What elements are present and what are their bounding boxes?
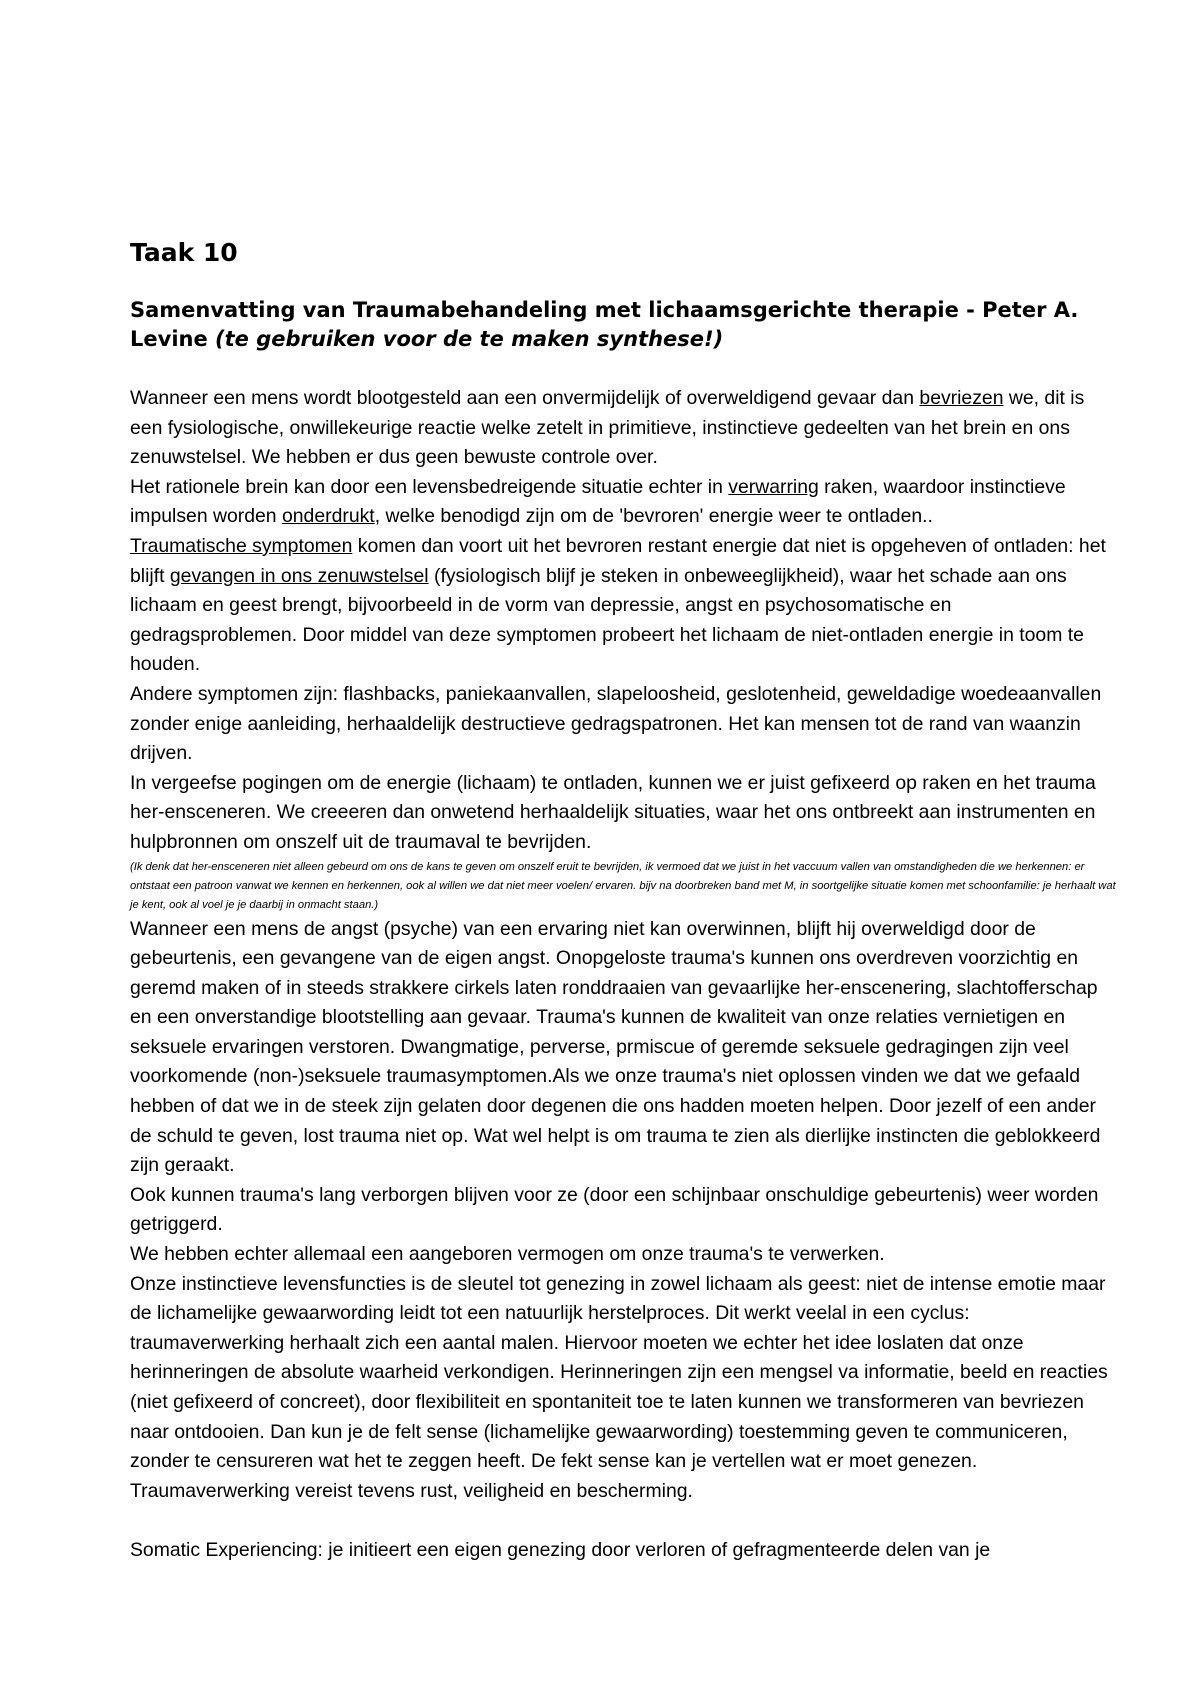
paragraph-2 — [130, 473, 1116, 532]
paragraph-7: Ook kunnen trauma's lang verborgen blijven voor ze (door een schijnbaar onschuldige gebeurtenis) weer worden getriggerd. — [130, 1183, 1099, 1236]
underlined-term: onderdrukt — [281, 505, 375, 528]
text-run: komen dan voort uit het bevroren restant energie dat niet is opgeheven of ontladen: het blijft — [130, 534, 1106, 587]
subtitle-main: Samenvatting van Traumabehandeling met lichaamsgerichte therapie - Peter A. Levine — [130, 298, 1079, 351]
paragraph-6: Wanneer een mens de angst (psyche) van een ervaring niet kan overwinnen, blijft hij overweldigd door de gebeurtenis, een gevangene van de eigen angst. Onopgeloste trauma's kunnen ons overdreven voorzichtig en geremd maken of in steeds strakkere cirkels laten ronddraaien van gevaarlijke her-enscenering, slachtofferschap en een onverstandige blootstelling aan gevaar. Trauma's kunnen de kwaliteit van onze relaties vernietigen en seksuele ervaringen verstoren. Dwangmatige, perverse, prmiscue of geremde seksuele gedragingen zijn veel voorkomende (non-)seksuele traumasymptomen.Als we onze trauma's niet oplossen vinden we dat we gefaald hebben of dat we in de steek zijn gelaten door degenen die ons hadden moeten helpen. Door jezelf of een ander de schuld te geven, lost trauma niet op. Wat wel helpt is om trauma te zien als dierlijke instincten die geblokkeerd zijn geraakt. — [130, 917, 1101, 1177]
paragraph-9: Onze instinctieve levensfuncties is de sleutel tot genezing in zowel lichaam als geest: niet de intense emotie maar de lichamelijke gewaarwording leidt tot een natuurlijk herstelproces. Dit werkt veelal in een cyclus: traumaverwerking herhaalt zich een aantal malen. Hiervoor moeten we echter het idee loslaten dat onze herinneringen de absolute waarheid verkondigen. Herinneringen zijn een mengsel va informatie, beeld en reacties (niet gefixeerd of concreet), door flexibiliteit en spontaniteit toe te laten kunnen we transformeren van bevriezen naar ontdooien. Dan kun je de felt sense (lichamelijke gewaarwording) toestemming geven te communiceren, zonder te censureren wat het te zeggen heeft. De fekt sense kan je vertellen wat er moet genezen. — [130, 1272, 1108, 1473]
document-body — [130, 384, 1116, 1566]
underlined-term: gevangen in ons zenuwstelsel — [169, 564, 429, 587]
underlined-term: Traumatische symptomen — [130, 534, 353, 557]
paragraph-1 — [130, 384, 1116, 473]
paragraph-4: Andere symptomen zijn: flashbacks, paniekaanvallen, slapeloosheid, geslotenheid, geweldadige woedeaanvallen zonder enige aanleiding, herhaaldelijk destructieve gedragspatronen. Het kan mensen tot de rand van waanzin drijven. — [130, 682, 1102, 765]
paragraph-11: Somatic Experiencing: je initieert een eigen genezing door verloren of gefragmenteerde delen van je — [130, 1538, 991, 1561]
subtitle-note: (te gebruiken voor de te maken synthese!) — [215, 327, 724, 351]
underlined-term: bevriezen — [919, 387, 1004, 409]
paragraph-10: Traumaverwerking vereist tevens rust, veiligheid en bescherming. — [130, 1479, 693, 1502]
page-title: Taak 10 — [130, 238, 238, 267]
text-run: Het rationele brein kan door een levensbedreigende situatie echter in — [130, 475, 729, 498]
text-run: Wanneer een mens wordt blootgesteld aan een onvermijdelijk of overweldigend gevaar dan — [130, 387, 920, 409]
document-subtitle — [130, 296, 1116, 354]
text-run: (fysiologisch blijf je steken in onbeweeglijkheid), waar het schade aan ons lichaam en geest brengt, bijvoorbeeld in de vorm van depressie, angst en psychosomatische en gedragsproblemen. Door middel van deze symptomen probeert het lichaam de niet-ontladen energie in toom te houden. — [130, 564, 1084, 676]
paragraph-3 — [130, 532, 1116, 680]
text-run: , welke benodigd zijn om de 'bevroren' energie weer te ontladen.. — [374, 505, 933, 528]
paragraph-5: In vergeefse pogingen om de energie (lichaam) te ontladen, kunnen we er juist gefixeerd op raken en het trauma her-ensceneren. We creeeren dan onwetend herhaaldelijk situaties, waar het ons ontbreekt aan instrumenten en hulpbronnen om onszelf uit de traumaval te bevrijden. — [130, 771, 1096, 853]
personal-note: (Ik denk dat her-ensceneren niet alleen gebeurd om ons de kans te geven om onszelf eruit te bevrijden, ik vermoed dat we juist in het vaccuum vallen van omstandigheden die we herkennen: er ontstaat een patroon vanwat we kennen en herkennen, ook al willen we dat niet meer voelen/ ervaren. bijv na doorbreken band met M, in soortgelijke situatie komen met schoonfamilie: je herhaalt wat je kent, ook al voel je je daarbij in onmacht staan.) — [130, 860, 1116, 911]
paragraph-8: We hebben echter allemaal een aangeboren vermogen om onze trauma's te verwerken. — [130, 1243, 885, 1266]
blank-line — [130, 1506, 1116, 1536]
underlined-term: verwarring — [728, 475, 819, 498]
text-run: we, dit is een fysiologische, onwillekeurige reactie welke zetelt in primitieve, instinctieve gedeelten van het brein en ons zenuwstelsel. We hebben er dus geen bewuste controle over. — [130, 387, 1085, 469]
text-run: raken, waardoor instinctieve impulsen worden — [130, 475, 1066, 528]
